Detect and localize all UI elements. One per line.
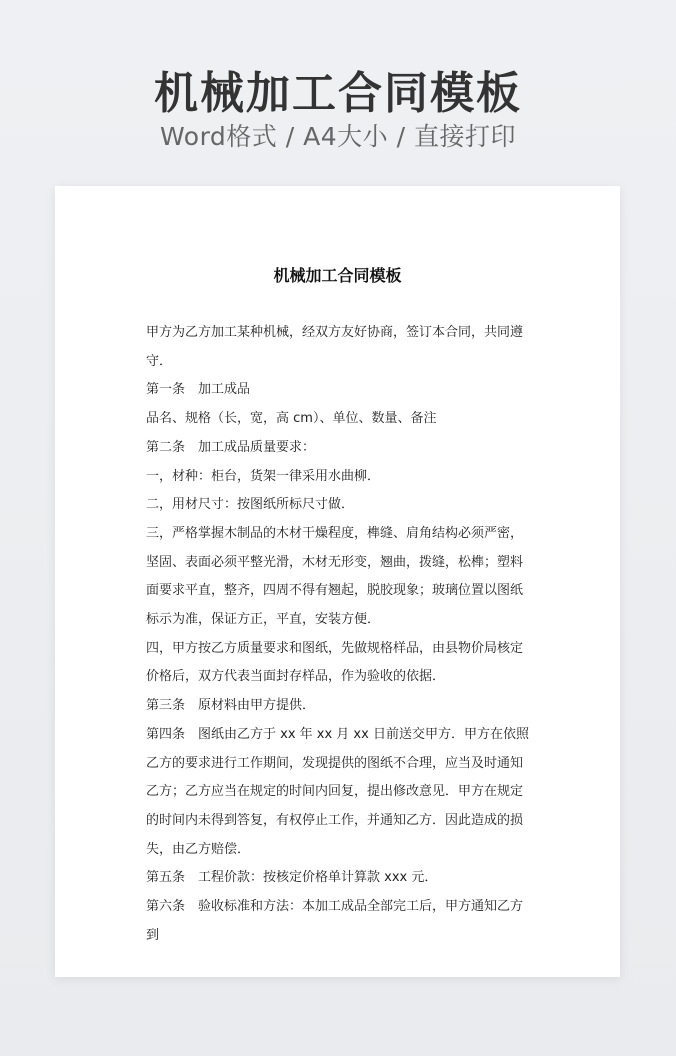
paragraph: 第四条 图纸由乙方于 xx 年 xx 月 xx 日前送交甲方．甲方在依照乙方的要求进行工作期间，发现提供的图纸不合理，应当及时通知乙方；乙方应当在规定的时间内回复，提出修改意见．甲方在规定的时间内未得到答复，有权停止工作，并通知乙方．因此造成的损失，由乙方赔偿． [146,726,529,857]
article-heading: 第二条 加工成品质量要求： [146,439,316,455]
paragraph: 品名、规格（长，宽，高 cm）、单位、数量、备注 [146,411,437,427]
paragraph: 三，严格掌握木制品的木材干燥程度，榫缝、肩角结构必须严密，坚固、表面必须平整光滑，木材无形变，翘曲，拨缝，松榫；塑料面要求平直，整齐，四周不得有翘起，脱胶现象；玻璃位置以图纸标示为准，保证方正，平直，安装方便． [146,525,524,628]
paragraph: 二，用材尺寸：按图纸所标尺寸做． [146,497,355,513]
paragraph: 第五条 工程价款：按核定价格单计算款 xxx 元． [146,870,438,886]
document-title: 机械加工合同模板 [273,266,402,285]
article-heading: 第一条 加工成品 [146,382,251,398]
paragraph: 一，材种：柜台，货架一律采用水曲柳． [146,468,381,484]
page-subtitle: Word格式 / A4大小 / 直接打印 [160,122,516,151]
header [0,0,676,186]
page-title: 机械加工合同模板 [154,68,522,119]
article-heading: 第三条 原材料由甲方提供． [146,698,316,714]
paragraph: 四，甲方按乙方质量要求和图纸，先做规格样品，由县物价局核定价格后，双方代表当面封存样品，作为验收的依据． [146,640,524,685]
paragraph: 甲方为乙方加工某种机械，经双方友好协商，签订本合同，共同遵守． [146,325,524,369]
paragraph: 第六条 验收标准和方法：本加工成品全部完工后，甲方通知乙方到 [146,899,524,943]
document-page [55,186,620,977]
document-body [146,319,531,950]
